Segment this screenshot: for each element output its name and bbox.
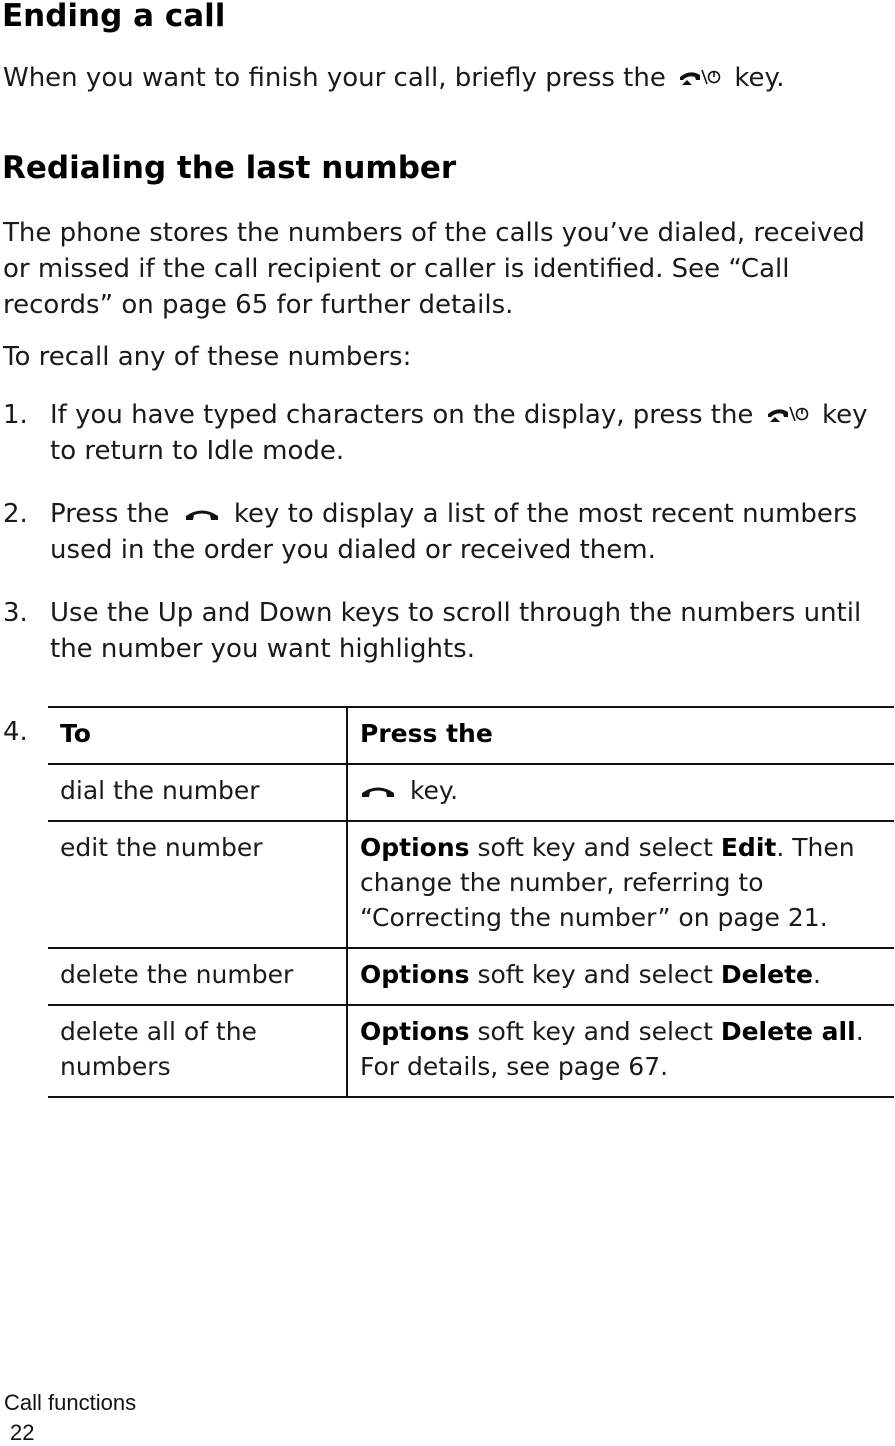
table-row bbox=[48, 764, 894, 821]
table-row bbox=[48, 1005, 894, 1097]
table-cell-to: delete the number bbox=[48, 948, 347, 1005]
softkey-label: Options bbox=[360, 1017, 470, 1046]
table-cell-to: delete all of the numbers bbox=[48, 1005, 347, 1097]
table-header-press: Press the bbox=[347, 707, 894, 764]
table-cell-to: dial the number bbox=[48, 764, 347, 821]
table-cell-press bbox=[347, 948, 894, 1005]
table-row bbox=[48, 948, 894, 1005]
press-text: key. bbox=[409, 776, 459, 805]
softkey-label: Options bbox=[360, 960, 470, 989]
redial-paragraph-1: The phone stores the numbers of the calls you’ve dialed, received or missed if the call recipient or caller is identified. See “Call records” on page 65 for further details. bbox=[3, 218, 865, 320]
step-number: 2. bbox=[3, 499, 28, 529]
table-cell-press bbox=[347, 764, 894, 821]
heading-redialing: Redialing the last number bbox=[2, 150, 457, 186]
step-text: Use the Up and Down keys to scroll through the numbers until the number you want highlights. bbox=[50, 598, 862, 664]
table-cell-press bbox=[347, 821, 894, 948]
press-text: . bbox=[812, 960, 821, 989]
press-text: . Then change the number, referring to “Correcting the number” on page 21. bbox=[360, 833, 855, 932]
press-text: soft key and select bbox=[477, 833, 713, 862]
step-text bbox=[50, 496, 890, 568]
table-row bbox=[48, 821, 894, 948]
redial-paragraph-2: To recall any of these numbers: bbox=[3, 342, 412, 372]
press-text: soft key and select bbox=[477, 960, 713, 989]
menu-option-label: Edit bbox=[720, 833, 777, 862]
ending-text-after: key. bbox=[734, 63, 785, 93]
step-text-after: key to display a list of the most recent numbers used in the order you dialed or received them. bbox=[50, 499, 858, 565]
redial-options-table bbox=[48, 706, 894, 1098]
table-header-to: To bbox=[48, 707, 347, 764]
send-call-key-icon bbox=[360, 781, 396, 799]
step-number: 3. bbox=[3, 598, 28, 628]
step-text-before: Press the bbox=[50, 499, 170, 529]
footer-section-name: Call functions bbox=[4, 1390, 137, 1415]
table-header-row bbox=[48, 707, 894, 764]
ending-text-before: When you want to finish your call, briefly press the bbox=[3, 63, 666, 93]
table-cell-press bbox=[347, 1005, 894, 1097]
press-text: soft key and select bbox=[477, 1017, 713, 1046]
end-power-key-icon bbox=[678, 66, 722, 88]
step-number: 1. bbox=[3, 400, 28, 430]
step-text bbox=[50, 397, 890, 469]
step-number: 4. bbox=[3, 717, 28, 747]
menu-option-label: Delete bbox=[720, 960, 813, 989]
heading-ending-a-call: Ending a call bbox=[2, 0, 226, 34]
footer-page-number: 22 bbox=[10, 1420, 35, 1445]
step-text-before: If you have typed characters on the display, press the bbox=[50, 400, 754, 430]
send-call-key-icon bbox=[184, 504, 220, 522]
table-cell-to: edit the number bbox=[48, 821, 347, 948]
menu-option-label: Delete all bbox=[720, 1017, 856, 1046]
softkey-label: Options bbox=[360, 833, 470, 862]
ending-call-paragraph bbox=[3, 60, 893, 96]
step-text-after: key to return to Idle mode. bbox=[50, 400, 868, 466]
end-power-key-icon bbox=[766, 403, 810, 425]
press-text: . For details, see page 67. bbox=[360, 1017, 864, 1081]
